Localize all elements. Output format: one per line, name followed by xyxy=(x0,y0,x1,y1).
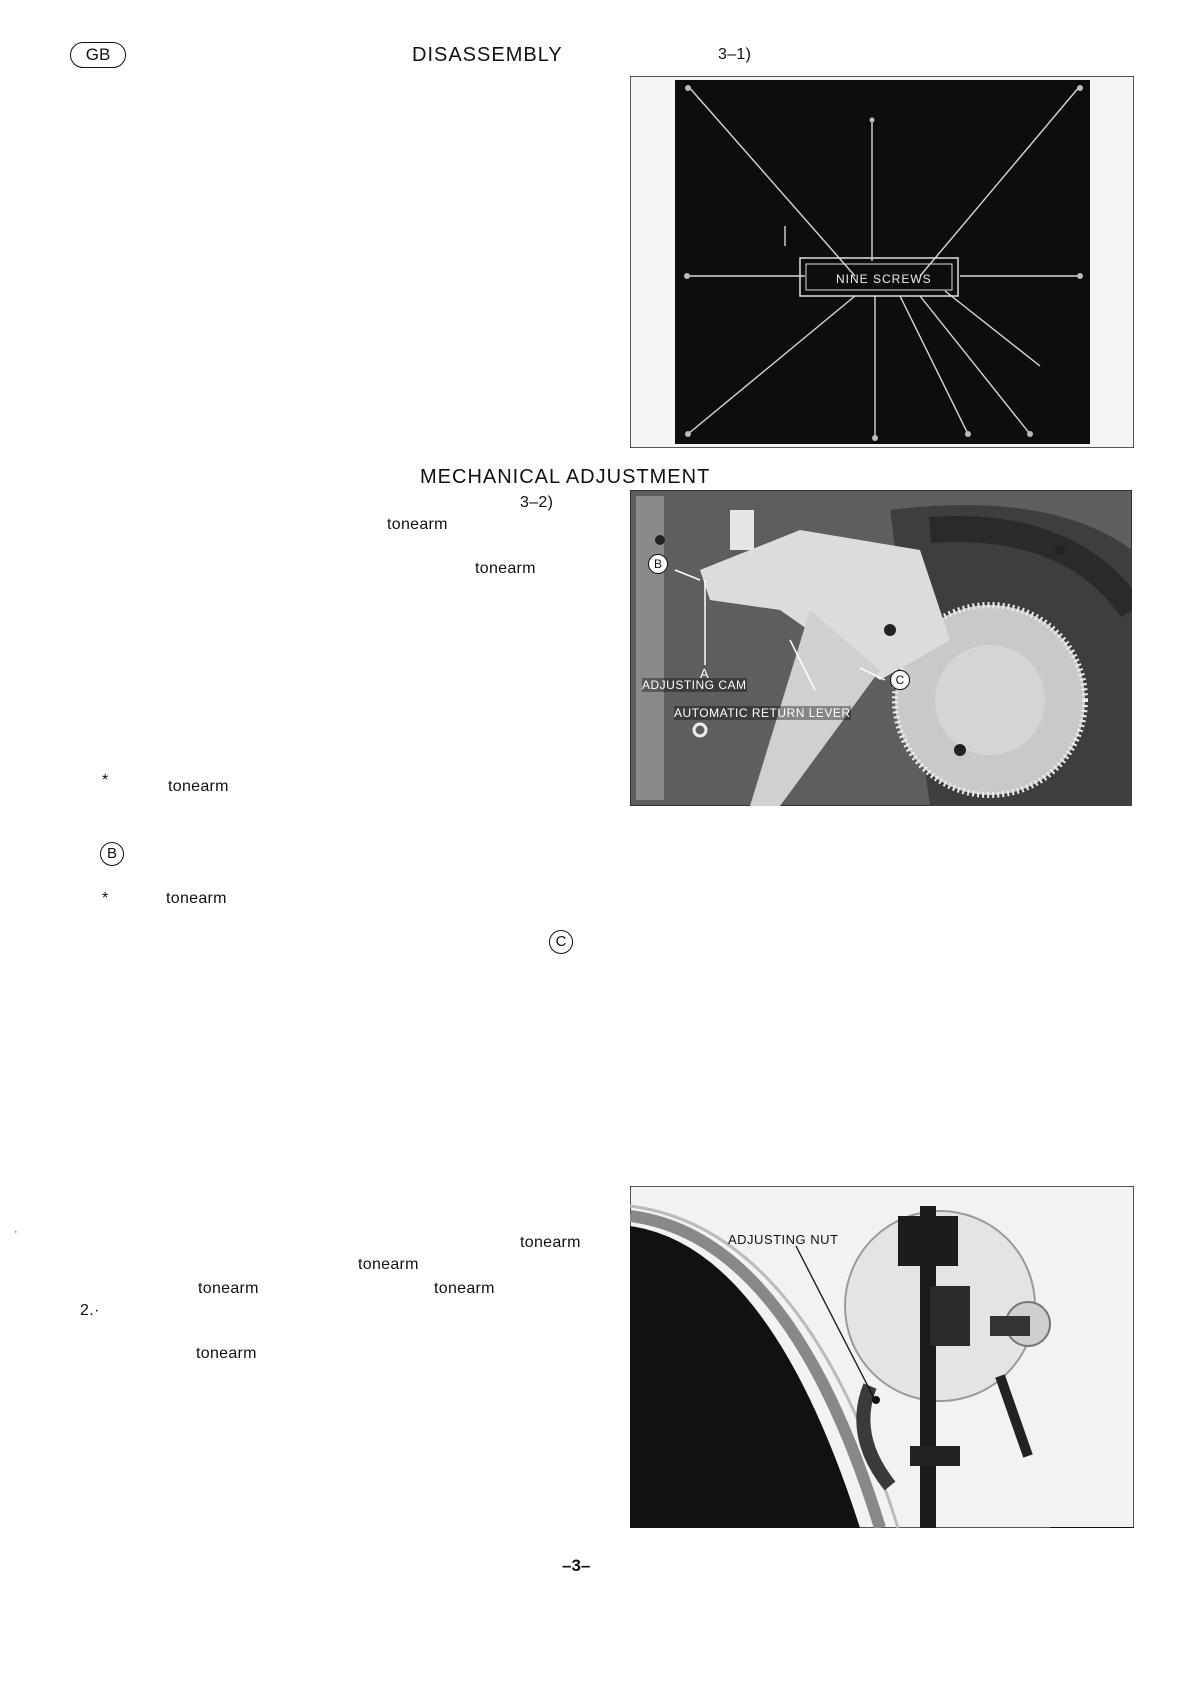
item-number-2: 2.· xyxy=(80,1302,100,1319)
adjusting-cam-label: ADJUSTING CAM xyxy=(642,678,747,692)
text-tonearm: tonearm xyxy=(387,516,448,533)
page-number: –3– xyxy=(562,1556,591,1575)
text-tonearm: tonearm xyxy=(196,1345,257,1362)
text-tonearm: tonearm xyxy=(166,890,227,907)
marker-c-circled: C xyxy=(549,930,573,954)
automatic-return-lever-label: AUTOMATIC RETURN LEVER xyxy=(674,706,851,720)
nine-screws-label: NINE SCREWS xyxy=(836,272,932,286)
adjusting-nut-label: ADJUSTING NUT xyxy=(728,1232,839,1247)
text-tonearm: tonearm xyxy=(198,1280,259,1297)
fig2-marker-a: A xyxy=(700,666,709,681)
figure-adjusting-cam-photo xyxy=(630,490,1132,806)
marker-b-circled: B xyxy=(100,842,124,866)
figure-adjusting-nut-photo xyxy=(630,1186,1134,1528)
figure-ref-3-1: 3–1) xyxy=(718,46,752,63)
text-tonearm: tonearm xyxy=(520,1234,581,1251)
text-tonearm: tonearm xyxy=(358,1256,419,1273)
gb-badge: GB xyxy=(70,42,126,68)
figure-nine-screws-photo xyxy=(630,76,1134,448)
asterisk: * xyxy=(102,890,109,907)
stray-dot: · xyxy=(14,1226,18,1238)
fig2-marker-c: C xyxy=(890,670,910,690)
figure-ref-3-2: 3–2) xyxy=(520,494,554,511)
text-tonearm: tonearm xyxy=(475,560,536,577)
section-title-disassembly: DISASSEMBLY xyxy=(412,44,563,66)
fig2-marker-b: B xyxy=(648,554,668,574)
section-title-mechanical-adjustment: MECHANICAL ADJUSTMENT xyxy=(420,466,711,488)
text-tonearm: tonearm xyxy=(168,778,229,795)
asterisk: * xyxy=(102,772,109,789)
text-tonearm: tonearm xyxy=(434,1280,495,1297)
